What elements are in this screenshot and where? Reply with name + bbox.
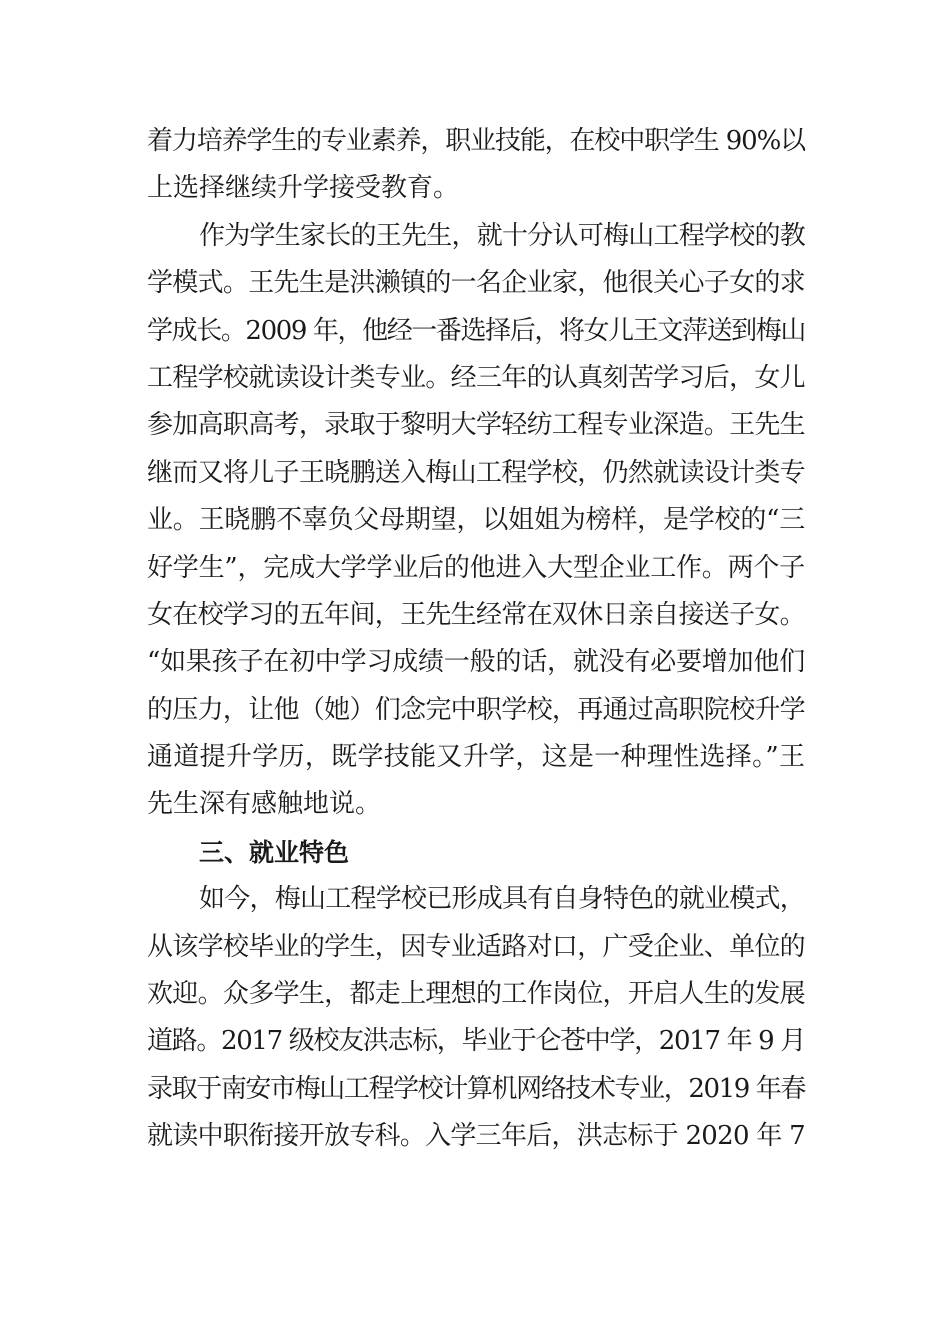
text-line: 从该学校毕业的学生，因专业适路对口，广受企业、单位的 [147, 931, 805, 962]
text-line: 录取于南安市梅山工程学校计算机网络技术专业，2019 年春 [147, 1073, 805, 1104]
text-line: 通道提升学历，既学技能又升学，这是一种理性选择。”王 [147, 742, 805, 773]
paragraph-first-line: 如今，梅山工程学校已形成具有自身特色的就业模式， [199, 884, 805, 915]
text-line: 道路。2017 级校友洪志标，毕业于仑苍中学，2017 年 9 月 [147, 1026, 805, 1057]
paragraph-first-line: 作为学生家长的王先生，就十分认可梅山工程学校的教 [199, 220, 805, 251]
text-line: 学模式。王先生是洪濑镇的一名企业家，他很关心子女的求 [147, 268, 805, 299]
text-line: 继而又将儿子王晓鹏送入梅山工程学校，仍然就读设计类专 [147, 457, 805, 488]
text-line: 就读中职衔接开放专科。入学三年后，洪志标于 2020 年 7 [147, 1121, 805, 1152]
section-heading: 三、就业特色 [199, 837, 350, 867]
text-line: 参加高职高考，录取于黎明大学轻纺工程专业深造。王先生 [147, 410, 805, 441]
text-line: 欢迎。众多学生，都走上理想的工作岗位，开启人生的发展 [147, 979, 805, 1010]
text-line: 学成长。2009 年，他经一番选择后，将女儿王文萍送到梅山 [147, 315, 805, 346]
text-line: 上选择继续升学接受教育。 [147, 173, 460, 204]
text-line: 的压力，让他（她）们念完中职学校，再通过高职院校升学 [147, 694, 805, 725]
text-line: 好学生”，完成大学学业后的他进入大型企业工作。两个子 [147, 552, 805, 583]
text-line: 女在校学习的五年间，王先生经常在双休日亲自接送子女。 [147, 599, 805, 630]
text-line: 业。王晓鹏不辜负父母期望，以姐姐为榜样，是学校的“三 [147, 505, 805, 536]
text-line: 先生深有感触地说。 [147, 789, 382, 820]
text-line: 着力培养学生的专业素养，职业技能，在校中职学生 90%以 [147, 126, 805, 156]
text-line: “如果孩子在初中学习成绩一般的话，就没有必要增加他们 [147, 647, 805, 678]
text-line: 工程学校就读设计类专业。经三年的认真刻苦学习后，女儿 [147, 362, 805, 393]
body-text [147, 118, 805, 1161]
